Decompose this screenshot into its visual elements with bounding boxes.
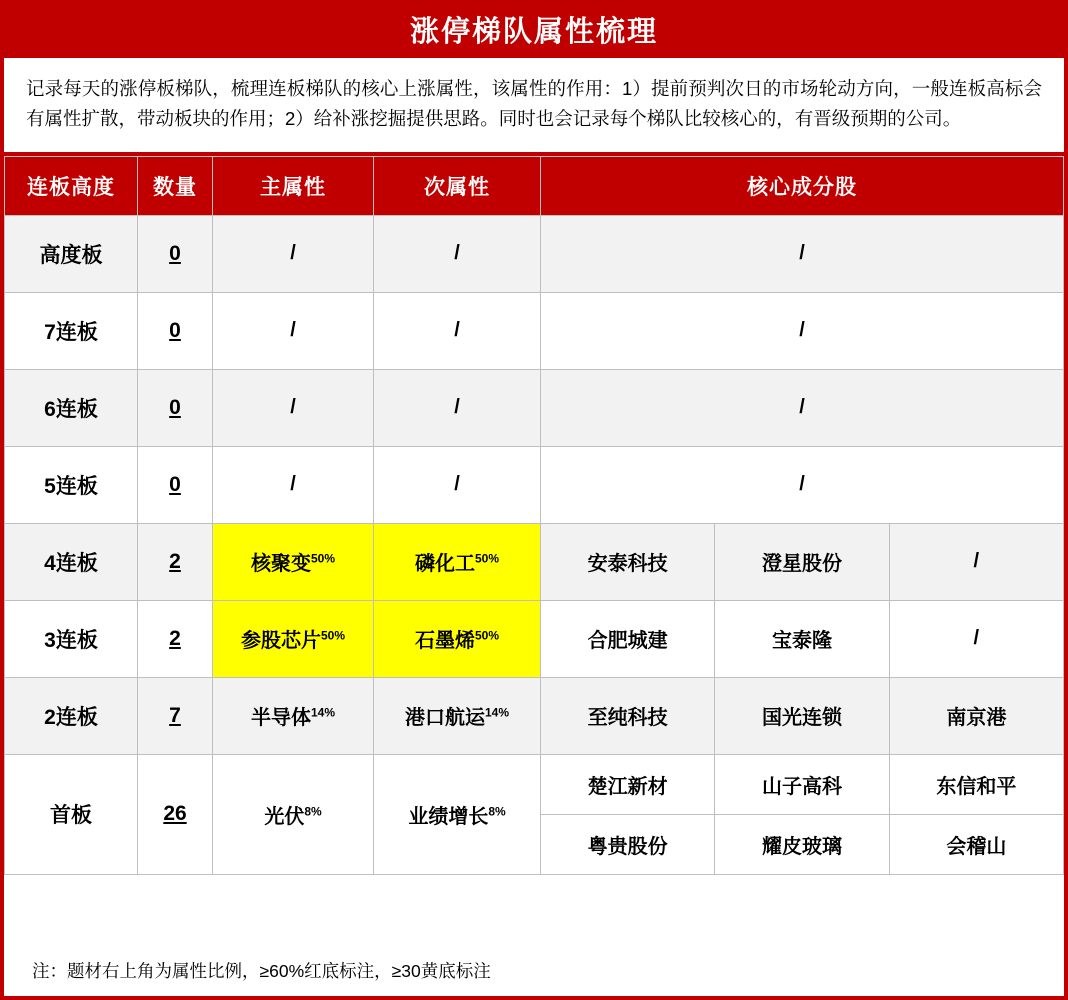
cell-stock: 国光连锁 <box>715 677 889 754</box>
cell-height: 3连板 <box>5 600 138 677</box>
cell-main-attribute <box>213 600 374 677</box>
main-attribute-label: 半导体 <box>250 707 311 730</box>
main-attribute-label: 核聚变 <box>250 553 311 576</box>
ladder-table-container <box>4 156 1064 945</box>
table-header-row <box>5 156 1064 215</box>
table-row <box>5 215 1064 292</box>
cell-stock: 安泰科技 <box>541 523 715 600</box>
cell-height: 高度板 <box>5 215 138 292</box>
cell-count: 0 <box>138 292 213 369</box>
column-header-main-attribute: 主属性 <box>213 156 374 215</box>
second-attribute-label: 石墨烯 <box>414 630 475 653</box>
cell-main-attribute: / <box>213 292 374 369</box>
cell-stock: 澄星股份 <box>715 523 889 600</box>
cell-count: 2 <box>138 600 213 677</box>
cell-count: 2 <box>138 523 213 600</box>
cell-count: 0 <box>138 215 213 292</box>
cell-stock: 宝泰隆 <box>715 600 889 677</box>
cell-stock: 耀皮玻璃 <box>715 814 889 874</box>
second-attribute-pct: 8% <box>488 804 506 819</box>
cell-second-attribute <box>374 754 541 874</box>
cell-stock: 南京港 <box>889 677 1063 754</box>
cell-stock: 楚江新材 <box>541 754 715 814</box>
cell-core-stocks: / <box>541 215 1064 292</box>
cell-height: 4连板 <box>5 523 138 600</box>
cell-height: 5连板 <box>5 446 138 523</box>
cell-second-attribute <box>374 677 541 754</box>
cell-second-attribute: / <box>374 369 541 446</box>
cell-core-stocks: / <box>541 369 1064 446</box>
cell-stock: / <box>889 600 1063 677</box>
second-attribute-label: 港口航运 <box>404 707 485 730</box>
intro-paragraph: 记录每天的涨停板梯队，梳理连板梯队的核心上涨属性，该属性的作用：1）提前预判次日的市场轮动方向，一般连板高标会有属性扩散，带动板块的作用；2）给补涨挖掘提供思路。同时也会记录每个梯队比较核心的，有晋级预期的公司。 <box>4 58 1064 152</box>
main-attribute-label: 光伏 <box>264 805 305 828</box>
table-row <box>5 369 1064 446</box>
table-body <box>5 215 1064 874</box>
cell-second-attribute <box>374 600 541 677</box>
column-header-height: 连板高度 <box>5 156 138 215</box>
table-row <box>5 446 1064 523</box>
cell-stock: 山子高科 <box>715 754 889 814</box>
second-attribute-label: 磷化工 <box>414 553 475 576</box>
cell-stock: 至纯科技 <box>541 677 715 754</box>
cell-core-stocks: / <box>541 446 1064 523</box>
cell-count: 7 <box>138 677 213 754</box>
cell-second-attribute <box>374 523 541 600</box>
cell-stock: 粤贵股份 <box>541 814 715 874</box>
cell-count: 26 <box>138 754 213 874</box>
main-attribute-pct: 8% <box>304 804 322 819</box>
cell-height: 7连板 <box>5 292 138 369</box>
second-attribute-pct: 14% <box>484 705 510 720</box>
cell-height: 6连板 <box>5 369 138 446</box>
second-attribute-pct: 50% <box>474 628 500 643</box>
main-attribute-pct: 14% <box>310 705 336 720</box>
cell-main-attribute: / <box>213 446 374 523</box>
second-attribute-label: 业绩增长 <box>408 805 489 828</box>
cell-stock: 东信和平 <box>889 754 1063 814</box>
cell-count: 0 <box>138 369 213 446</box>
cell-second-attribute: / <box>374 292 541 369</box>
table-row <box>5 600 1064 677</box>
cell-main-attribute: / <box>213 215 374 292</box>
column-header-core-stocks: 核心成分股 <box>541 156 1064 215</box>
table-row <box>5 677 1064 754</box>
second-attribute-pct: 50% <box>474 551 500 566</box>
cell-core-stocks: / <box>541 292 1064 369</box>
cell-height: 首板 <box>5 754 138 874</box>
cell-second-attribute: / <box>374 215 541 292</box>
cell-stock: 合肥城建 <box>541 600 715 677</box>
cell-main-attribute <box>213 754 374 874</box>
column-header-second-attribute: 次属性 <box>374 156 541 215</box>
main-attribute-pct: 50% <box>310 551 336 566</box>
column-header-count: 数量 <box>138 156 213 215</box>
table-row <box>5 292 1064 369</box>
cell-main-attribute <box>213 523 374 600</box>
table-row <box>5 754 1064 814</box>
table-header <box>5 156 1064 215</box>
cell-height: 2连板 <box>5 677 138 754</box>
footer-note: 注：题材右上角为属性比例，≥60%红底标注，≥30黄底标注 <box>4 945 1064 996</box>
main-attribute-label: 参股芯片 <box>240 630 321 653</box>
cell-stock: 会稽山 <box>889 814 1063 874</box>
page-title-bar <box>0 0 1068 58</box>
cell-main-attribute: / <box>213 369 374 446</box>
cell-main-attribute <box>213 677 374 754</box>
cell-count: 0 <box>138 446 213 523</box>
ladder-table <box>4 156 1064 875</box>
page-title: 涨停梯队属性梳理 <box>409 15 658 48</box>
table-row <box>5 523 1064 600</box>
main-attribute-pct: 50% <box>320 628 346 643</box>
cell-stock: / <box>889 523 1063 600</box>
cell-second-attribute: / <box>374 446 541 523</box>
